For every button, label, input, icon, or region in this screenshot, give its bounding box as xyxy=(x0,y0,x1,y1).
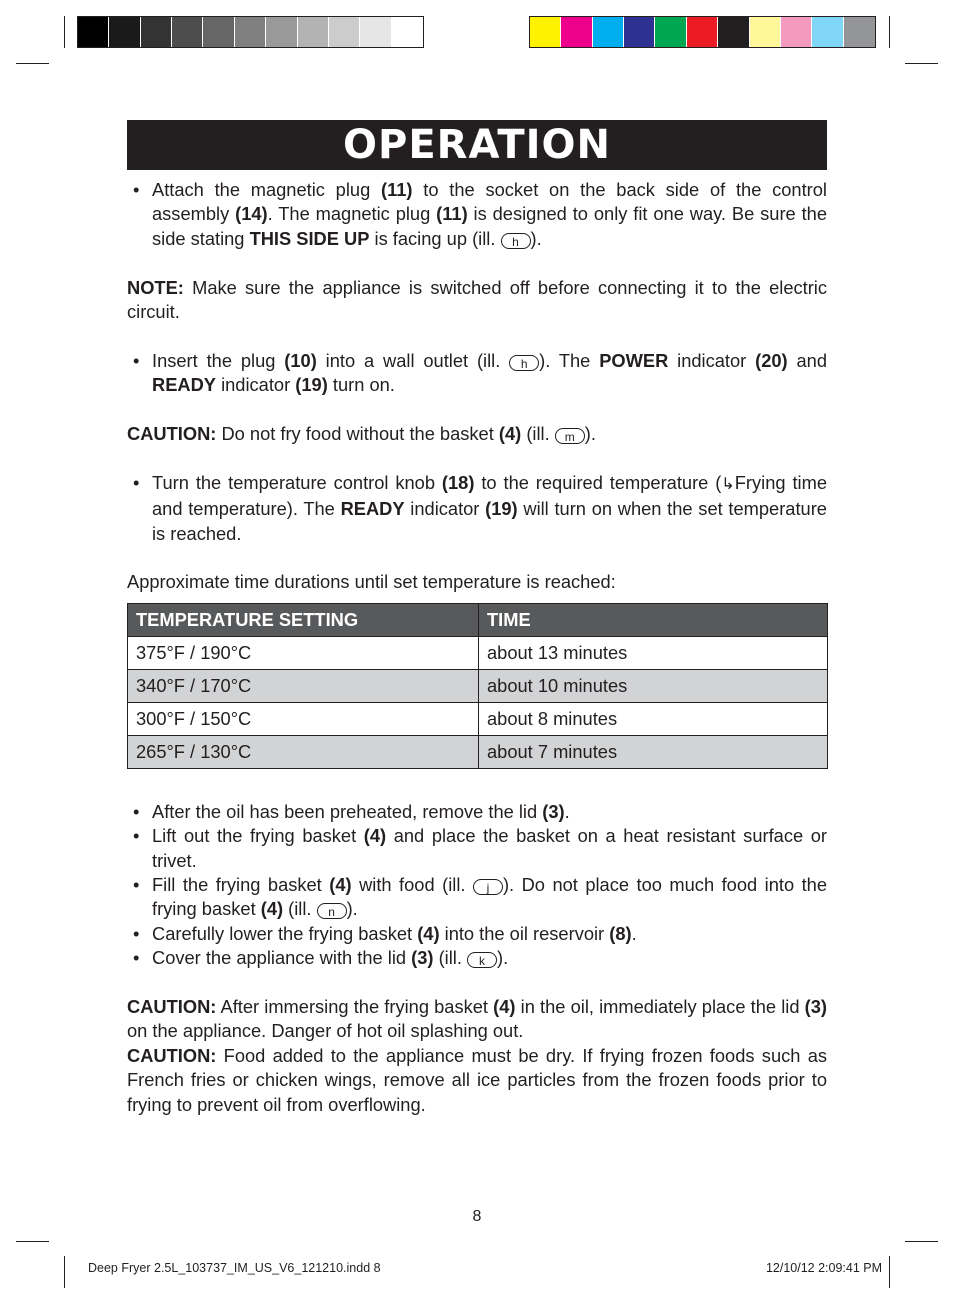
text: Turn the temperature control knob xyxy=(152,471,442,493)
list-item xyxy=(127,178,827,251)
caution-label: CAUTION: xyxy=(127,996,217,1018)
text: Do not fry food without the basket xyxy=(216,423,499,445)
color-swatch xyxy=(360,17,391,47)
color-swatch xyxy=(812,17,843,47)
list-item xyxy=(127,349,827,398)
text: is designed to only fit one way. Be sure the side stating xyxy=(152,203,827,249)
color-swatch xyxy=(329,17,360,47)
ref: (20) xyxy=(755,349,788,371)
footer-timestamp: 12/10/12 2:09:41 PM xyxy=(765,1261,882,1275)
color-swatch xyxy=(235,17,266,47)
table-cell: 300°F / 150°C xyxy=(128,702,479,735)
color-swatch xyxy=(844,17,875,47)
bullet: • xyxy=(133,179,140,200)
table-row xyxy=(128,702,828,735)
text: After immersing the frying basket xyxy=(216,996,494,1018)
color-swatch xyxy=(78,17,109,47)
text: ). The xyxy=(539,349,600,371)
text: Attach the magnetic plug xyxy=(152,179,381,200)
color-swatch xyxy=(624,17,655,47)
color-swatch xyxy=(530,17,561,47)
table-header-row xyxy=(128,603,828,636)
cross-reference-arrow-icon: ↳ xyxy=(721,475,735,493)
illustration-ref: j xyxy=(473,879,503,895)
color-swatch xyxy=(172,17,203,47)
text: ). xyxy=(497,947,509,969)
illustration-ref: h xyxy=(501,233,531,249)
text: (ill. xyxy=(433,947,467,969)
text: . xyxy=(631,922,637,944)
ref: (4) xyxy=(417,922,440,944)
caution xyxy=(127,1044,827,1117)
illustration-ref: m xyxy=(555,428,585,444)
text: will turn on when the set temperature is reached. xyxy=(152,498,827,544)
color-swatch xyxy=(750,17,781,47)
caution-label: CAUTION: xyxy=(127,1044,217,1066)
text: is facing up (ill. xyxy=(369,227,501,249)
bullet: • xyxy=(133,800,140,822)
table-cell: 375°F / 190°C xyxy=(128,636,479,669)
text: into a wall outlet (ill. xyxy=(316,349,510,371)
process-color-bar xyxy=(529,16,876,48)
ref: (4) xyxy=(498,423,522,445)
illustration-ref: n xyxy=(317,903,347,919)
color-swatch xyxy=(392,17,423,47)
ref: (3) xyxy=(804,996,827,1018)
text: to the socket on the back side of the control assembly xyxy=(152,179,827,225)
ref: (11) xyxy=(381,179,413,200)
color-swatch xyxy=(141,17,172,47)
text: ). Do not place too much food into the frying basket xyxy=(152,874,828,920)
illustration-ref: h xyxy=(509,355,539,371)
footer-file-info: Deep Fryer 2.5L_103737_IM_US_V6_121210.indd 8 xyxy=(88,1261,381,1275)
bullet: • xyxy=(133,922,140,944)
column-header: TEMPERATURE SETTING xyxy=(128,603,479,636)
crop-mark xyxy=(905,63,938,64)
color-swatch xyxy=(298,17,329,47)
color-swatch xyxy=(781,17,812,47)
crop-mark xyxy=(905,1241,938,1242)
color-swatch xyxy=(266,17,297,47)
ref: (11) xyxy=(436,203,468,225)
text: on the appliance. Danger of hot oil splashing out. xyxy=(127,1020,524,1042)
list-item xyxy=(127,946,827,970)
table-row xyxy=(128,735,828,768)
color-swatch xyxy=(687,17,718,47)
text: Insert the plug xyxy=(152,349,285,371)
ref: (10) xyxy=(284,349,317,371)
text: ). xyxy=(530,227,542,249)
text: (ill. xyxy=(521,423,555,445)
ref: (19) xyxy=(485,498,518,520)
list-item xyxy=(127,824,827,873)
color-swatch xyxy=(655,17,686,47)
text: and place the basket on a heat resistant surface or trivet. xyxy=(152,825,827,871)
crop-mark xyxy=(889,16,890,48)
text: indicator xyxy=(216,374,296,396)
color-swatch xyxy=(561,17,592,47)
table-cell: 265°F / 130°C xyxy=(128,735,479,768)
list-item xyxy=(127,873,827,922)
bullet: • xyxy=(133,874,140,896)
text: Carefully lower the frying basket xyxy=(152,922,418,944)
ref: (19) xyxy=(295,374,328,396)
caution-label: CAUTION: xyxy=(127,423,217,445)
text: (ill. xyxy=(283,898,317,920)
color-swatch xyxy=(109,17,140,47)
text: . The magnetic plug xyxy=(267,203,437,225)
crop-mark xyxy=(64,1256,65,1288)
text: into the oil reservoir xyxy=(439,922,610,944)
note-label: NOTE: xyxy=(127,276,184,298)
text: ). xyxy=(346,898,358,920)
table-row xyxy=(128,669,828,702)
note xyxy=(127,276,827,325)
bullet: • xyxy=(133,825,140,847)
column-header: TIME xyxy=(479,603,828,636)
caution xyxy=(127,995,827,1044)
table-cell: about 7 minutes xyxy=(479,735,828,768)
ref: (4) xyxy=(260,898,284,920)
text: ). xyxy=(584,423,596,445)
list-item xyxy=(127,471,827,546)
color-swatch xyxy=(593,17,624,47)
table-cell: 340°F / 170°C xyxy=(128,669,479,702)
table-row xyxy=(128,636,828,669)
temperature-time-table xyxy=(127,603,828,769)
crop-mark xyxy=(889,1256,890,1288)
emphasis: READY xyxy=(340,498,405,520)
text: After the oil has been preheated, remove the lid xyxy=(152,800,543,822)
table-cell: about 8 minutes xyxy=(479,702,828,735)
illustration-ref: k xyxy=(467,952,497,968)
emphasis: THIS SIDE UP xyxy=(249,227,370,249)
ref: (3) xyxy=(411,947,434,969)
table-cell: about 10 minutes xyxy=(479,669,828,702)
text: to the required temperature ( xyxy=(474,471,722,493)
bullet: • xyxy=(133,471,140,493)
emphasis: READY xyxy=(152,374,216,396)
ref: (4) xyxy=(493,996,516,1018)
ref: (8) xyxy=(609,922,632,944)
text: and xyxy=(787,349,828,371)
ref: (4) xyxy=(363,825,387,847)
text: Make sure the appliance is switched off before connecting it to the electric circuit. xyxy=(127,276,827,323)
text: with food (ill. xyxy=(351,874,473,896)
text: indicator xyxy=(404,498,486,520)
text: . xyxy=(564,800,570,822)
text: Food added to the appliance must be dry. If frying frozen foods such as French fries or chicken wings, remove all ice particles from the frozen foods prior to frying to prevent oil from overflowing. xyxy=(127,1044,827,1115)
list-item xyxy=(127,800,827,824)
crop-mark xyxy=(16,1241,49,1242)
ref: (3) xyxy=(542,800,565,822)
grayscale-color-bar xyxy=(77,16,424,48)
emphasis: POWER xyxy=(599,349,669,371)
page-number: 8 xyxy=(472,1208,482,1225)
table-caption: Approximate time durations until set temperature is reached: xyxy=(127,571,616,593)
bullet: • xyxy=(133,947,140,969)
text: Fill the frying basket xyxy=(152,874,330,896)
color-swatch xyxy=(718,17,749,47)
ref: (14) xyxy=(235,203,268,225)
text: Frying time and temperature). The xyxy=(152,471,827,520)
bullet: • xyxy=(133,349,140,371)
section-heading: OPERATION xyxy=(127,120,827,170)
text: Cover the appliance with the lid xyxy=(152,947,412,969)
text: in the oil, immediately place the lid xyxy=(515,996,805,1018)
color-swatch xyxy=(203,17,234,47)
table-cell: about 13 minutes xyxy=(479,636,828,669)
text: turn on. xyxy=(327,374,395,396)
crop-mark xyxy=(16,63,49,64)
crop-mark xyxy=(64,16,65,48)
ref: (4) xyxy=(329,874,352,896)
page-content xyxy=(127,178,827,1117)
text: indicator xyxy=(668,349,756,371)
list-item xyxy=(127,922,827,946)
text: Lift out the frying basket xyxy=(152,825,364,847)
ref: (18) xyxy=(441,471,475,493)
caution xyxy=(127,422,827,446)
